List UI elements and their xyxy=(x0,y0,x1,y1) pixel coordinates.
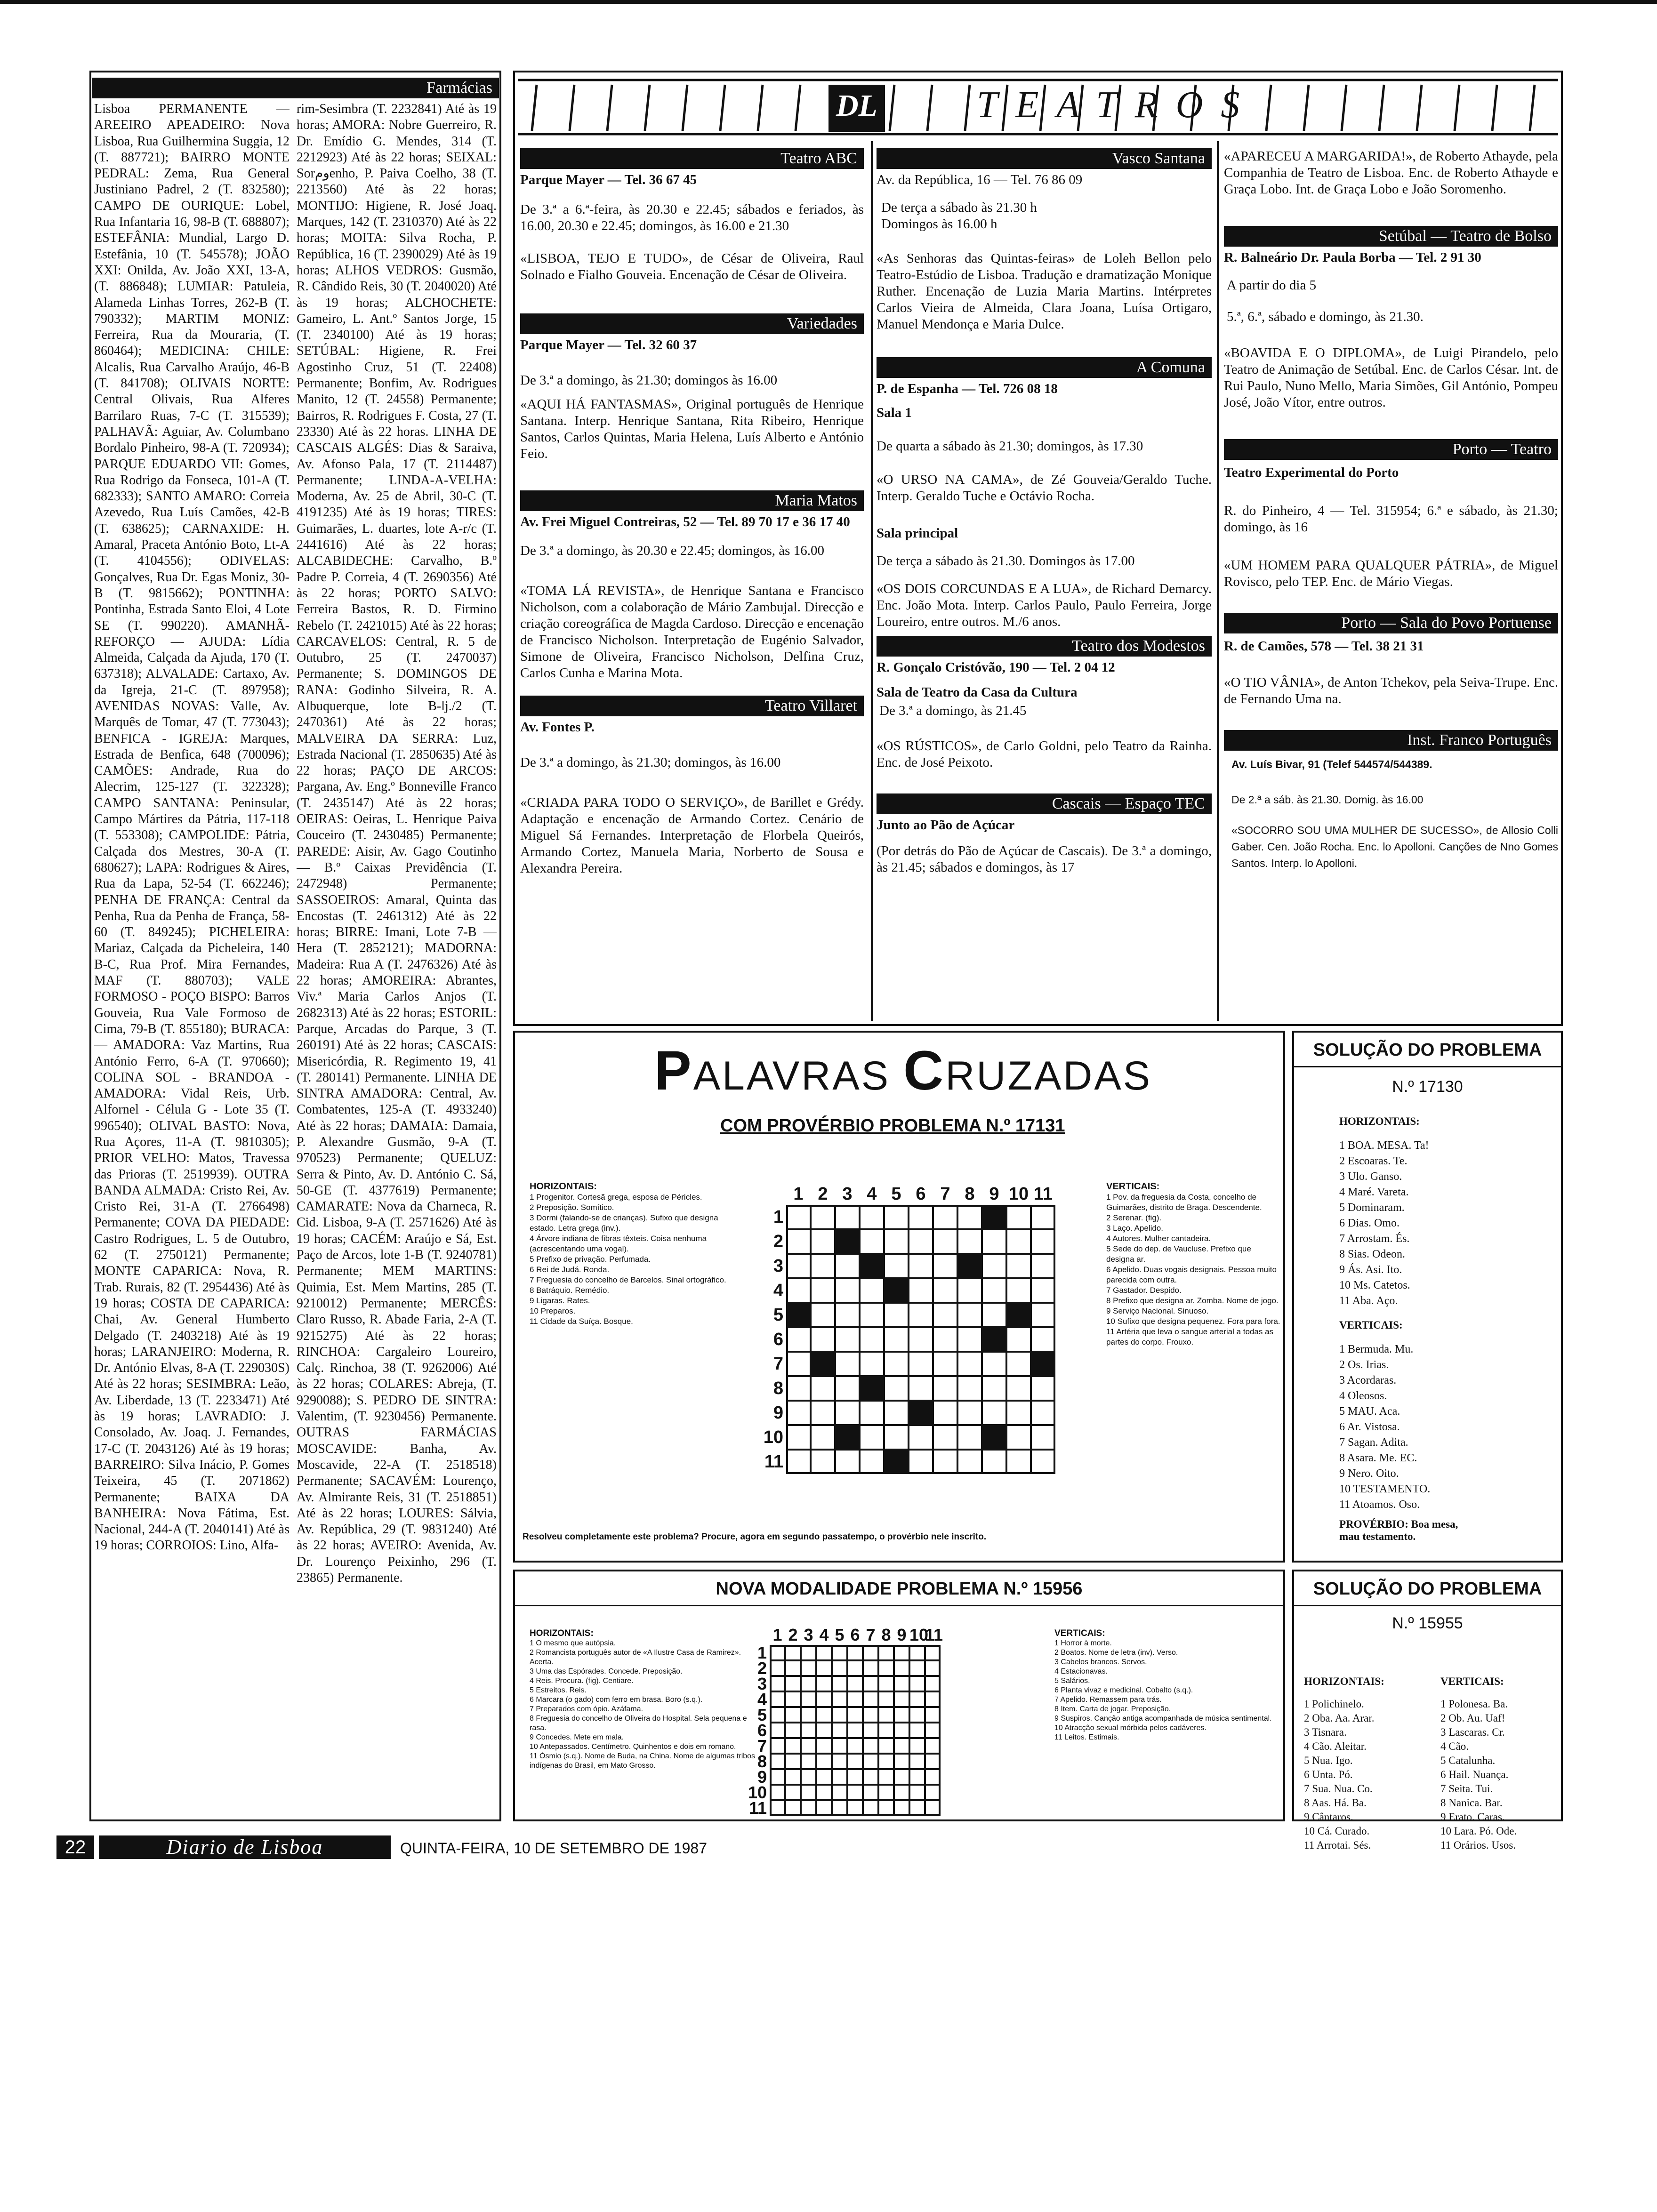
setubal-header: Setúbal — Teatro de Bolso xyxy=(1224,226,1558,247)
solution1-title-rule xyxy=(1294,1066,1561,1067)
footer-date: QUINTA-FEIRA, 10 DE SETEMBRO DE 1987 xyxy=(400,1840,708,1857)
solution-row: 4 Oleosos. xyxy=(1339,1390,1387,1402)
solution-row: 7 Sagan. Adita. xyxy=(1339,1436,1408,1449)
setubal-address: R. Balneário Dr. Paula Borba — Tel. 2 91 30 xyxy=(1224,250,1481,265)
grid-row-number: 6 xyxy=(757,1721,767,1740)
solution-row: 9 Cântaros. xyxy=(1304,1811,1353,1823)
povo-portuense-address: R. de Camões, 578 — Tel. 38 21 31 xyxy=(1224,639,1424,654)
solution-row: 10 Ms. Catetos. xyxy=(1339,1279,1410,1291)
grid-col-number: 9 xyxy=(989,1184,999,1204)
clue-vertical: 10 Atracção sexual mórbida pelos cadáveres. xyxy=(1054,1724,1207,1732)
solution-row: 5 Dominaram. xyxy=(1339,1202,1405,1214)
crossword2-horizontais-title: HORIZONTAIS: xyxy=(530,1628,594,1638)
grid-row-number: 4 xyxy=(757,1690,767,1709)
solution1-h-list xyxy=(1339,1138,1546,1309)
crossword1-horizontais xyxy=(530,1181,746,1327)
grid-row-number: 10 xyxy=(763,1427,783,1447)
solution-row: 7 Sua. Nua. Co. xyxy=(1304,1783,1373,1795)
grid-row-number: 6 xyxy=(773,1330,783,1349)
modestos-header: Teatro dos Modestos xyxy=(877,636,1212,657)
farmacias-col2: rim-Sesimbra (T. 2232841) Até às 19 horas; AMORA: Nobre Guerreiro, R. Dr. Emídio G. Mendes, 314 (T. 2212923) Até às 22 horas; SEIXAL: Sorومenho, P. Paiva Coelho, 38 (T. 2213560) Até às 22 horas; MONTIJO: Higiene, R. José Joaq. Marques, 142 (T. 2310370) Até às 22 horas; MOITA: Silva Rocha, P. República, 16 (T. 2390029) Até às 19 horas; ALHOS VEDROS: Gusmão, R. Cândido Reis, 30 (T. 2040020) Até às 19 horas; ALCHOCHETE: Gameiro, L. Ant.º Santos Jorge, 15 (T. 2340100) Até às 19 horas; SETÚBAL: Higiene, R. Frei Agostinho Cruz, 51 (T. 22408) Permanente; Bonfim, Av. Rodrigues Manito, 12 (T. 24558) Permanente; Bairros, R. Rodrigues F. Costa, 27 (T. 23330) Até às 22 horas. LINHA DE CASCAIS ALGÉS: Dias & Saraiva, Av. Afonso Pala, 17 (T. 2114487) Permanente; LINDA-A-VELHA: Moderna, Av. 25 de Abril, 30-C (T. 4191235) Até às 19 horas; TIRES: Guimarães, L. duartes, lote A-r/c (T. 2441616) Até às 22 horas; ALCABIDECHE: Carvalho, B.º Padre P. Correia, 4 (T. 2690356) Até às 22 horas; PORTO SALVO: Ferreira Bastos, R. D. Firmino Rebelo (T. 2421015) Até às 22 horas; CARCAVELOS: Central, R. 5 de Outubro, 25 (T. 2470037) Permanente; S. DOMINGOS DE RANA: Godinho Silveira, R. A. Albuquerque, lote B-lj./2 (T. 2470361) Até às 22 horas; MALVEIRA DA SERRA: Luz, Estrada Nacional (T. 2850635) Até às 22 horas; PAÇO DE ARCOS: Pargana, Av. Eng.º Bonneville Franco (T. 2435147) Até às 22 horas; OEIRAS: Oeiras, L. Henrique Paiva Couceiro (T. 2430485) Permanente; PAREDE: Aisir, Av. Gago Coutinho — B.º Caixas Previdência (T. 2472948) Permanente; SASSOEIROS: Amaral, Quinta das Encostas (T. 2461312) Até às 22 horas; BIRRE: Imani, Lote 7-B — Hera (T. 2852121); MADORNA: Madeira: Rua A (T. 2476326) Até às 22 horas; AMOREIRA: Abrantes, Viv.ª Maria Carlos Anjos (T. 2682313) Até às 22 horas; ESTORIL: Parque, Arcadas do Parque, 3 (T. 260191) Até às 22 horas; CASCAIS: Misericórdia, R. Regimento 19, 41 (T. 280141) Permanente. LINHA DE SINTRA AMADORA: Central, Av. Combatentes, 125-A (T. 4933240) Até às 22 horas; DAMAIA: Damaia, P. Alexandre Gusmão, 9-A (T. 970523) Permanente; QUELUZ: Serra & Pinto, Av. D. António C. Sá, 50-GE (T. 4377619) Permanente; CAMARATE: Nova da Charneca, R. Cid. Lisboa, 9-A (T. 2571626) Até às 19 horas; CACÉM: Araújo e Sá, Est. Paço de Arcos, lote 1-B (T. 9240781) Permanente; MEM MARTINS: Quimia, Est. Mem Martins, 285 (T. 9210012) Permanente; MERCÊS: Claro Russo, R. Abade Faria, 2-A (T. 9215275) Até às 22 horas; RINCHOA: Cargaleiro Loureiro, Calç. Rinchoa, 38 (T. 9262006) Até às 22 horas; COLARES: Abreja, (T. 9290088); S. PEDRO DE SINTRA: Valentim, (T. 9230456) Permanente. OUTRAS FARMÁCIAS MOSCAVIDE: Banha, Av. Moscavide, 22-A (T. 2518518) Permanente; SACAVÉM: Lourenço, Av. Almirante Reis, 31 (T. 2518851) Até às 22 horas; LOURES: Sálvia, Av. República, 29 (T. 9831240) Até às 22 horas; AVEIRO: Avenida, Av. Dr. Lourenço Peixinho, 296 (T. 23865) Permanente. xyxy=(297,102,497,1586)
grid-row-number: 3 xyxy=(757,1674,767,1693)
solution-row: 11 Orários. Usos. xyxy=(1440,1839,1516,1851)
povo-portuense-play: «O TIO VÂNIA», de Anton Tchekov, pela Seiva-Trupe. Enc. de Fernando Uma na. xyxy=(1224,675,1558,706)
solution-row: 8 Sias. Odeon. xyxy=(1339,1248,1405,1260)
villaret-play: «CRIADA PARA TODO O SERVIÇO», de Barillet e Grédy. Adaptação e encenação de Armando Cortez. Cenário de Miguel Sá Fernandes. Interpretação de Florbela Queirós, Armando Cortez, Manuela Maria, Norberto de Sousa e Alexandra Pereira. xyxy=(520,795,864,876)
page-number: 22 xyxy=(56,1835,94,1859)
porto-teatro-play: «UM HOMEM PARA QUALQUER PÁTRIA», de Miguel Rovisco, pelo TEP. Enc. de Mário Viegas. xyxy=(1224,558,1558,589)
comuna-schedule2: De terça a sábado às 21.30. Domingos às 17.00 xyxy=(877,553,1135,569)
solution-row: 2 Oba. Aa. Arar. xyxy=(1304,1712,1375,1724)
porto-teatro-header: Porto — Teatro xyxy=(1224,439,1558,460)
comuna-play2: «OS DOIS CORCUNDAS E A LUA», de Richard Demarcy. Enc. João Mota. Interp. Carlos Paulo, Paulo Ferreira, Jorge Loureiro, entre outros. M./6 anos. xyxy=(877,581,1212,629)
brand-p: P xyxy=(654,1040,693,1102)
clue-horizontal: 8 Batráquio. Remédio. xyxy=(530,1286,610,1295)
solution2-v-title: VERTICAIS: xyxy=(1440,1675,1504,1687)
modestos-address: R. Gonçalo Cristóvão, 190 — Tel. 2 04 12 xyxy=(877,660,1115,675)
teatros-col-sep-2 xyxy=(1217,141,1219,1021)
solution-row: 4 Maré. Vareta. xyxy=(1339,1186,1409,1198)
clue-vertical: 10 Sufixo que designa pequenez. Fora para fora. xyxy=(1106,1317,1280,1326)
solution-row: 6 Ar. Vistosa. xyxy=(1339,1421,1400,1433)
maria-matos-play: «TOMA LÁ REVISTA», de Henrique Santana e Francisco Nicholson, com a colaboração de Mário Zambujal. Direcção e criação coreográfica de Magda Cardoso. Direcção e encenação de Francisco Nicholson. Interpretação de Eugénio Salvador, Simone de Oliveira, Francisco Nicholson, Delfina Cruz, Carlos Cunha e Marina Mota. xyxy=(520,583,864,681)
clue-vertical: 1 Pov. da freguesia da Costa, concelho de Guimarães, distrito de Braga. Descendente. xyxy=(1106,1193,1262,1212)
clue-vertical: 8 Item. Carta de jogar. Preposição. xyxy=(1054,1705,1171,1713)
clue-vertical: 2 Boatos. Nome de letra (inv). Verso. xyxy=(1054,1649,1178,1657)
teatros-col1 xyxy=(520,148,864,877)
clue-horizontal: 11 Ósmio (s.q.). Nome de Buda, na China. Nome de algumas tribos indígenas do Brasil, em Mato Grosso. xyxy=(530,1752,756,1770)
theatre-abc-play: «LISBOA, TEJO E TUDO», de César de Oliveira, Raul Solnado e Fialho Gouveia. Encenação de César de Oliveira. xyxy=(520,251,864,282)
solution-row: 3 Ulo. Ganso. xyxy=(1339,1170,1402,1183)
crossword1-horizontais-title: HORIZONTAIS: xyxy=(530,1181,597,1192)
clue-vertical: 7 Apelido. Remassem para trás. xyxy=(1054,1696,1162,1704)
clue-vertical: 4 Estacionavas. xyxy=(1054,1667,1108,1675)
maria-matos-header: Maria Matos xyxy=(520,490,864,511)
brand-alavras: ALAVRAS xyxy=(693,1053,891,1098)
grid-row-number: 4 xyxy=(773,1281,783,1300)
crossword2-verticais-title: VERTICAIS: xyxy=(1054,1628,1105,1638)
grid-row-number: 2 xyxy=(757,1659,767,1678)
grid-col-number: 6 xyxy=(916,1184,926,1204)
solution-row: 4 Cão. Aleitar. xyxy=(1304,1740,1367,1752)
solution-row: 3 Lascaras. Cr. xyxy=(1440,1726,1505,1738)
grid-col-number: 6 xyxy=(850,1625,860,1644)
solution-row: 1 Polichinelo. xyxy=(1304,1698,1364,1710)
dl-logo: DL xyxy=(836,88,877,123)
modestos-sala: Sala de Teatro da Casa da Cultura xyxy=(877,685,1078,700)
villaret-header: Teatro Villaret xyxy=(520,696,864,716)
cascais-header: Cascais — Espaço TEC xyxy=(877,793,1212,814)
solution-row: 10 TESTAMENTO. xyxy=(1339,1483,1431,1495)
clue-vertical: 6 Planta vivaz e medicinal. Cobalto (s.q.). xyxy=(1054,1686,1193,1694)
clue-horizontal: 9 Concedes. Mete em mala. xyxy=(530,1733,624,1741)
grid-row-number: 10 xyxy=(748,1783,767,1802)
vasco-santana-play: «As Senhoras das Quintas-feiras» de Loleh Bellon pelo Teatro-Estúdio de Lisboa. Tradução e dramatização Monique Ruther. Encenação de Luzia Maria Martins. Intérpretes Carlos Vieira de Almeida, Clara Joana, Luísa Ortigaro, Manuel Mendonça e Maria Dulce. xyxy=(877,251,1212,332)
grid-row-number: 7 xyxy=(773,1354,783,1374)
solution-row: 11 Aba. Aço. xyxy=(1339,1295,1398,1307)
clue-vertical: 8 Prefixo que designa ar. Zomba. Nome de jogo. xyxy=(1106,1296,1279,1305)
variedades-header: Variedades xyxy=(520,313,864,334)
variedades-play: «AQUI HÁ FANTASMAS», Original português de Henrique Santana. Interp. Henrique Santana, Rita Ribeiro, Henrique Santos, Carlos Quintas, Maria Helena, Luís Alberto e António Feio. xyxy=(520,397,864,461)
solution-row: 11 Arrotai. Sés. xyxy=(1304,1839,1371,1851)
maria-matos-address: Av. Frei Miguel Contreiras, 52 — Tel. 89 70 17 e 36 17 40 xyxy=(520,514,850,529)
grid-row-number: 5 xyxy=(757,1705,767,1724)
clue-horizontal: 2 Romancista português autor de «A Ilustre Casa de Ramirez». Acerta. xyxy=(530,1649,741,1666)
clue-horizontal: 5 Prefixo de privação. Perfumada. xyxy=(530,1255,651,1264)
solution-row: 2 Escoaras. Te. xyxy=(1339,1155,1408,1167)
franco-portugues-play: «SOCORRO SOU UMA MULHER DE SUCESSO», de Allosio Colli Gaber. Cen. João Rocha. Enc. lo Apolloni. Canções de Nno Gomes Santos. Interp. lo Apolloni. xyxy=(1231,824,1558,869)
modestos-schedule: De 3.ª a domingo, às 21.45 xyxy=(879,703,1027,718)
vasco-santana-address: Av. da República, 16 — Tel. 76 86 09 xyxy=(877,172,1083,187)
crossword1-subtitle: COM PROVÉRBIO PROBLEMA N.º 17131 xyxy=(720,1116,1065,1136)
teatros-title: TEATROS xyxy=(977,84,1258,126)
solution-row: 3 Acordaras. xyxy=(1339,1374,1397,1387)
grid-col-number: 5 xyxy=(835,1625,845,1644)
clue-horizontal: 4 Árvore indiana de fibras têxteis. Coisa nenhuma (acrescentando uma vogal). xyxy=(530,1234,707,1253)
solution2-title: SOLUÇÃO DO PROBLEMA xyxy=(1313,1579,1542,1599)
solution-row: 6 Unta. Pó. xyxy=(1304,1769,1353,1780)
clue-vertical: 1 Horror à morte. xyxy=(1054,1639,1112,1647)
solution-row: 10 Lara. Pó. Ode. xyxy=(1440,1825,1517,1837)
clue-horizontal: 6 Marcara (o gado) com ferro em brasa. Boro (s.q.). xyxy=(530,1696,703,1704)
crossword2-verticais-list xyxy=(1054,1639,1276,1742)
grid-col-number: 5 xyxy=(891,1184,901,1204)
clue-horizontal: 6 Rei de Judá. Ronda. xyxy=(530,1265,610,1274)
solution-row: 9 Erato. Caras. xyxy=(1440,1811,1505,1823)
grid-col-number: 11 xyxy=(925,1625,943,1644)
clue-vertical: 9 Serviço Nacional. Sinuoso. xyxy=(1106,1306,1209,1315)
clue-horizontal: 1 Progenitor. Cortesã grega, esposa de Péricles. xyxy=(530,1193,702,1202)
solution-row: 7 Arrostam. És. xyxy=(1339,1233,1410,1245)
solution-row: 10 Cá. Curado. xyxy=(1304,1825,1370,1837)
grid-row-number: 5 xyxy=(773,1305,783,1325)
comuna-play: «O URSO NA CAMA», de Zé Gouveia/Geraldo Tuche. Interp. Geraldo Tuche e Octávio Rocha. xyxy=(877,472,1212,504)
grid-row-number: 9 xyxy=(773,1403,783,1423)
solution-row: 8 Asara. Me. EC. xyxy=(1339,1452,1417,1464)
solution-row: 2 Ob. Au. Uaf! xyxy=(1440,1712,1505,1724)
povo-portuense-header: Porto — Sala do Povo Portuense xyxy=(1224,613,1558,633)
variedades-schedule: De 3.ª a domingo, às 21.30; domingos às 16.00 xyxy=(520,373,778,388)
grid-row-number: 11 xyxy=(748,1798,767,1818)
crossword1-horizontais-list xyxy=(530,1192,746,1327)
solution2-verticais xyxy=(1440,1675,1558,1852)
solution-row: 5 Nua. Igo. xyxy=(1304,1755,1353,1766)
porto-teatro-schedule: R. do Pinheiro, 4 — Tel. 315954; 6.ª e sábado, às 21.30; domingo, às 16 xyxy=(1224,503,1558,535)
porto-teatro-address: Teatro Experimental do Porto xyxy=(1224,465,1399,480)
theatre-abc-schedule: De 3.ª a 6.ª-feira, às 20.30 e 22.45; sábados e feriados, às 16.00, 20.30 e 22.45; domingos, às 16.00 e 21.30 xyxy=(520,202,864,233)
solution-row: 11 Atoamos. Oso. xyxy=(1339,1499,1420,1511)
clue-horizontal: 7 Preparados com ópio. Azáfama. xyxy=(530,1705,643,1713)
brand-ruzadas: RUZADAS xyxy=(945,1053,1152,1098)
grid-row-number: 2 xyxy=(773,1232,783,1251)
solution-row: 2 Os. Irias. xyxy=(1339,1359,1389,1371)
grid-col-number: 2 xyxy=(788,1625,798,1644)
modestos-play: «OS RÚSTICOS», de Carlo Goldni, pelo Teatro da Rainha. Enc. de José Peixoto. xyxy=(877,738,1212,770)
clue-horizontal: 3 Dormi (falando-se de crianças). Sufixo que designa estado. Letra grega (inv.). xyxy=(530,1213,718,1233)
clue-vertical: 11 Artéria que leva o sangue arterial a todas as partes do corpo. Frouxo. xyxy=(1106,1327,1274,1346)
grid-frame xyxy=(770,1645,941,1816)
grid-col-number: 7 xyxy=(866,1625,876,1644)
comuna-schedule: De quarta a sábado às 21.30; domingos, às 17.30 xyxy=(877,439,1143,454)
solution2-horizontais xyxy=(1304,1675,1426,1852)
solution-row: 1 BOA. MESA. Ta! xyxy=(1339,1139,1429,1152)
clue-horizontal: 1 O mesmo que autópsia. xyxy=(530,1639,616,1647)
maria-matos-schedule: De 3.ª a domingo, às 20.30 e 22.45; domingos, às 16.00 xyxy=(520,543,824,558)
crossword1-grid-area xyxy=(753,1186,1102,1487)
grid-row-number: 11 xyxy=(764,1452,783,1472)
clue-horizontal: 5 Estreitos. Reis. xyxy=(530,1686,587,1694)
solution1-h-title: HORIZONTAIS: xyxy=(1339,1115,1420,1127)
clue-horizontal: 8 Freguesia do concelho de Oliveira do Hospital. Sela pequena e rasa. xyxy=(530,1715,747,1732)
clue-horizontal: 10 Preparos. xyxy=(530,1306,576,1315)
clue-vertical: 9 Suspiros. Canção antiga acompanhada de música sentimental. xyxy=(1054,1715,1272,1723)
grid-col-number: 1 xyxy=(772,1625,782,1644)
clue-horizontal: 2 Preposição. Somítico. xyxy=(530,1203,614,1212)
solution2-number: N.º 15955 xyxy=(1392,1614,1463,1632)
setubal-play: «BOAVIDA E O DIPLOMA», de Luigi Pirandelo, pelo Teatro de Animação de Setúbal. Enc. de Carlos César. Int. de Rui Paulo, Nuno Mello, Maria Simões, Gil António, Pompeu José, João Vítor, entre outros. xyxy=(1224,345,1558,410)
paper-masthead: Diario de Lisboa xyxy=(99,1835,391,1859)
solution1-v-title: VERTICAIS: xyxy=(1339,1319,1403,1331)
grid-row-number: 1 xyxy=(773,1207,783,1227)
grid-row-number: 7 xyxy=(757,1736,767,1755)
grid-col-number: 3 xyxy=(804,1625,813,1644)
crossword-brand xyxy=(654,1040,1152,1102)
solution1-body xyxy=(1339,1115,1546,1543)
margarida-play: «APARECEU A MARGARIDA!», de Roberto Athayde, pela Companhia de Teatro de Lisboa. Enc. de Roberto Athayde e Graça Lobo. Int. de Graça Lobo e João Soromenho. xyxy=(1224,149,1558,197)
comuna-sala2: Sala principal xyxy=(877,526,958,541)
grid-row-number: 1 xyxy=(757,1643,767,1662)
solution-row: 5 Catalunha. xyxy=(1440,1755,1496,1766)
clue-horizontal: 10 Antepassados. Centímetro. Quinhentos e dois em romano. xyxy=(530,1743,736,1751)
solution2-h-list xyxy=(1304,1697,1426,1852)
grid-col-number: 8 xyxy=(965,1184,975,1204)
solution2-h-title: HORIZONTAIS: xyxy=(1304,1675,1384,1687)
clue-vertical: 5 Salários. xyxy=(1054,1677,1090,1685)
grid-col-number: 10 xyxy=(909,1625,929,1644)
clue-vertical: 4 Autores. Mulher cantadeira. xyxy=(1106,1234,1211,1243)
grid-col-number: 2 xyxy=(818,1184,828,1204)
crossword1-verticais-list xyxy=(1106,1192,1280,1347)
solution1-title: SOLUÇÃO DO PROBLEMA xyxy=(1313,1040,1542,1060)
top-rule xyxy=(0,0,1657,4)
teatros-col2 xyxy=(877,148,1212,876)
crossword2-horizontais-list xyxy=(530,1639,765,1771)
solution-row: 5 MAU. Aca. xyxy=(1339,1405,1400,1418)
setubal-from: A partir do dia 5 xyxy=(1227,278,1317,293)
solution2-v-list xyxy=(1440,1697,1558,1852)
solution1-proverbio: PROVÉRBIO: Boa mesa, mau testamento. xyxy=(1339,1518,1458,1542)
clue-horizontal: 9 Ligaras. Rates. xyxy=(530,1296,590,1305)
solution-row: 1 Polonesa. Ba. xyxy=(1440,1698,1508,1710)
solution-row: 8 Aas. Há. Ba. xyxy=(1304,1797,1367,1809)
solution-row: 6 Dias. Omo. xyxy=(1339,1217,1400,1229)
clue-vertical: 7 Gastador. Despido. xyxy=(1106,1286,1182,1295)
solution-row: 1 Bermuda. Mu. xyxy=(1339,1343,1414,1355)
crossword2-horizontais xyxy=(530,1628,765,1771)
vasco-santana-header: Vasco Santana xyxy=(877,148,1212,169)
clue-horizontal: 4 Reis. Procura. (fig). Centiare. xyxy=(530,1677,634,1685)
franco-portugues-address: Av. Luís Bivar, 91 (Telef 544574/544389. xyxy=(1231,758,1432,770)
solution-row: 8 Nanica. Bar. xyxy=(1440,1797,1503,1809)
clue-vertical: 6 Apelido. Duas vogais designais. Pessoa muito parecida com outra. xyxy=(1106,1265,1277,1284)
comuna-address: P. de Espanha — Tel. 726 08 18 xyxy=(877,381,1058,396)
villaret-schedule: De 3.ª a domingo, às 21.30; domingos, às 16.00 xyxy=(520,755,781,770)
solution2-title-rule xyxy=(1294,1605,1561,1606)
solution-row: 7 Seita. Tui. xyxy=(1440,1783,1493,1795)
variedades-address: Parque Mayer — Tel. 32 60 37 xyxy=(520,337,697,353)
clue-vertical: 2 Serenar. (fig). xyxy=(1106,1213,1162,1222)
crossword2-title: NOVA MODALIDADE PROBLEMA N.º 15956 xyxy=(716,1579,1083,1599)
grid-col-number: 7 xyxy=(940,1184,950,1204)
crossword2-verticais xyxy=(1054,1628,1276,1742)
solution1-v-list xyxy=(1339,1342,1546,1513)
theatre-abc-header: Teatro ABC xyxy=(520,148,864,169)
solution-row: 4 Cão. xyxy=(1440,1740,1469,1752)
brand-c: C xyxy=(903,1040,946,1102)
grid-col-number: 8 xyxy=(881,1625,891,1644)
crossword2-grid-area xyxy=(748,1625,1059,1818)
solution1-number: N.º 17130 xyxy=(1392,1078,1463,1096)
clue-vertical: 3 Cabelos brancos. Servos. xyxy=(1054,1658,1147,1666)
solution-row: 9 Ás. Asi. Ito. xyxy=(1339,1264,1402,1276)
crossword1-verticais xyxy=(1106,1181,1280,1347)
villaret-address: Av. Fontes P. xyxy=(520,720,595,735)
clue-vertical: 11 Leitos. Estimais. xyxy=(1054,1733,1119,1741)
grid-col-number: 4 xyxy=(867,1184,877,1204)
theatre-abc-address: Parque Mayer — Tel. 36 67 45 xyxy=(520,172,697,187)
grid-row-number: 3 xyxy=(773,1256,783,1276)
clue-horizontal: 11 Cidade da Suíça. Bosque. xyxy=(530,1317,633,1326)
vasco-santana-schedule: De terça a sábado às 21.30 h Domingos às 16.00 h xyxy=(881,200,1037,232)
crossword1-footer: Resolveu completamente este problema? Procure, agora em segundo passatempo, o provérbio nele inscrito. xyxy=(523,1532,987,1542)
teatros-col3 xyxy=(1224,148,1558,872)
cascais-schedule: (Por detrás do Pão de Açúcar de Cascais). De 3.ª a domingo, às 21.45; sábados e domingos, às 17 xyxy=(877,843,1212,875)
grid-col-number: 4 xyxy=(819,1625,829,1644)
clue-vertical: 5 Sede do dep. de Vaucluse. Prefixo que designa ar. xyxy=(1106,1244,1251,1264)
grid-col-number: 10 xyxy=(1008,1184,1029,1204)
comuna-header: A Comuna xyxy=(877,357,1212,378)
crossword2-title-rule xyxy=(515,1605,1284,1606)
grid-frame xyxy=(786,1205,1055,1474)
solution-row: 6 Hail. Nuança. xyxy=(1440,1769,1509,1780)
comuna-sala1: Sala 1 xyxy=(877,405,912,420)
clue-horizontal: 3 Uma das Espórades. Concede. Preposição. xyxy=(530,1667,683,1675)
clue-vertical: 3 Laço. Apelido. xyxy=(1106,1224,1163,1233)
clue-horizontal: 7 Freguesia do concelho de Barcelos. Sinal ortográfico. xyxy=(530,1275,726,1284)
franco-portugues-header: Inst. Franco Português xyxy=(1224,730,1558,751)
teatros-col-sep-1 xyxy=(871,141,873,1021)
grid-col-number: 11 xyxy=(1033,1184,1053,1204)
farmacias-col1: Lisboa PERMANENTE — AREEIRO APEADEIRO: Nova Lisboa, Rua Guilhermina Suggia, 12 (T. 887721); BAIRRO MONTE PEDRAL: Zema, Rua General Justiniano Padrel, 2 (T. 832580); CAMPO DE OURIQUE: Lobel, Rua Infantaria 16, 98-B (T. 688807); ESTEFÂNIA: Mundial, Largo D. Estefânia, 10 (T. 545578); JOÃO XXI: Onilda, Av. João XXI, 13-A, (T. 886848); LUMIAR: Patuleia, Alameda Linhas Torres, 262-B (T. 790332); MARTIM MONIZ: Ferreira, Rua da Mouraria, (T. 860464); MEDICINA: CHILE: Alcalis, Rua Carvalho Araújo, 46-B (T. 841708); OLIVAIS NORTE: Central Olivais, Rua Alferes Barrilaro Ruas, 7-C (T. 315539); PALHAVÃ: Aguiar, Av. Columbano Bordalo Pinheiro, 98-A (T. 720934); PARQUE EDUARDO VII: Gomes, Rua Rodrigo da Fonseca, 101-A (T. 682333); SANTO AMARO: Correia Azevedo, Rua Luís Camões, 42-B (T. 638625); CARNAXIDE: H. Amaral, Praceta António Boto, Lt-A (T. 4104556); ODIVELAS: Gonçalves, Rua Dr. Egas Moniz, 30-B (T. 9815662); PONTINHA: Pontinha, Estrada Santo Eloi, 4 Lote SE (T. 990220). AMANHÃ-REFORÇO — AJUDA: Lídia Almeida, Calçada da Ajuda, 170 (T. 637318); ALVALADE: Cartaxo, Av. da Igreja, 21-C (T. 897958); AVENIDAS NOVAS: Valle, Av. Marquês de Tomar, 47 (T. 773043); BENFICA - IGREJA: Marques, Estrada de Benfica, 648 (700096); CAMÕES: Andrade, Rua do Alecrim, 125-127 (T. 322328); CAMPO SANTANA: Peninsular, Campo Mártires da Pátria, 117-118 (T. 553308); CAMPOLIDE: Pátria, Calçada dos Mestres, 30-A (T. 680627); LAPA: Rodrigues & Aires, Rua da Lapa, 52-54 (T. 662246); PENHA DE FRANÇA: Central da Penha, Rua da Penha de França, 58-60 (T. 849245); PICHELEIRA: Mariaz, Calçada da Picheleira, 140 B-C, Rua Prof. Mira Fernandes, MAF (T. 880703); VALE FORMOSO - POÇO BISPO: Barros Gouveia, Rua Vale Formoso de Cima, 79-B (T. 855180); BURACA: — AMADORA: Vaz Martins, Rua António Ferro, 6-A (T. 970660); COLINA SOL - BRANDOA - AMADORA: Vidal Reis, Urb. Alfornel - Célula G - Lote 35 (T. 996540); OLIVAL BASTO: Nova, Rua Açores, 11-A (T. 9810305); PRIOR VELHO: Matos, Travessa das Prioras (T. 2519939). OUTRA BANDA ALMADA: Cristo Rei, Av. Cristo Rei, 31-A (T. 2766498) Permanente; COVA DA PIEDADE: Castro Rodrigues, L. 5 de Outubro, 62 (T. 2750121) Permanente; MONTE CAPARICA: Nova, R. Trab. Rurais, 82 (T. 2954436) Até às 19 horas; COSTA DE CAPARICA: Chai, Av. General Humberto Delgado (T. 2403218) Até às 19 horas; LARANJEIRO: Moderna, R. Dr. António Elvas, 8-A (T. 229030S) Até às 22 horas; SESIMBRA: Leão, Av. Liberdade, 13 (T. 2233471) Até às 19 horas; LAVRADIO: J. Consolado, Av. Joaq. J. Fernandes, 17-C (T. 2043126) Até às 19 horas; BARREIRO: Silva Inácio, P. Gomes Teixeira, 45 (T. 2071862) Permanente; BAIXA DA BANHEIRA: Nova Fátima, Est. Nacional, 244-A (T. 2040141) Até às 19 horas; CORROIOS: Lino, Alfa- xyxy=(94,102,290,1553)
crossword1-verticais-title: VERTICAIS: xyxy=(1106,1181,1160,1192)
grid-col-number: 1 xyxy=(793,1184,804,1204)
franco-portugues-schedule: De 2.ª a sáb. às 21.30. Domig. às 16.00 xyxy=(1231,793,1424,806)
grid-row-number: 8 xyxy=(757,1752,767,1771)
grid-row-number: 9 xyxy=(757,1767,767,1787)
grid-col-number: 3 xyxy=(842,1184,853,1204)
grid-col-number: 9 xyxy=(897,1625,907,1644)
solution-row: 3 Tisnara. xyxy=(1304,1726,1347,1738)
solution-row: 9 Nero. Oito. xyxy=(1339,1467,1399,1480)
cascais-address: Junto ao Pão de Açúcar xyxy=(877,817,1015,833)
setubal-schedule: 5.ª, 6.ª, sábado e domingo, às 21.30. xyxy=(1227,309,1424,324)
farmacias-header: Farmácias xyxy=(92,78,499,98)
grid-row-number: 8 xyxy=(773,1378,783,1398)
